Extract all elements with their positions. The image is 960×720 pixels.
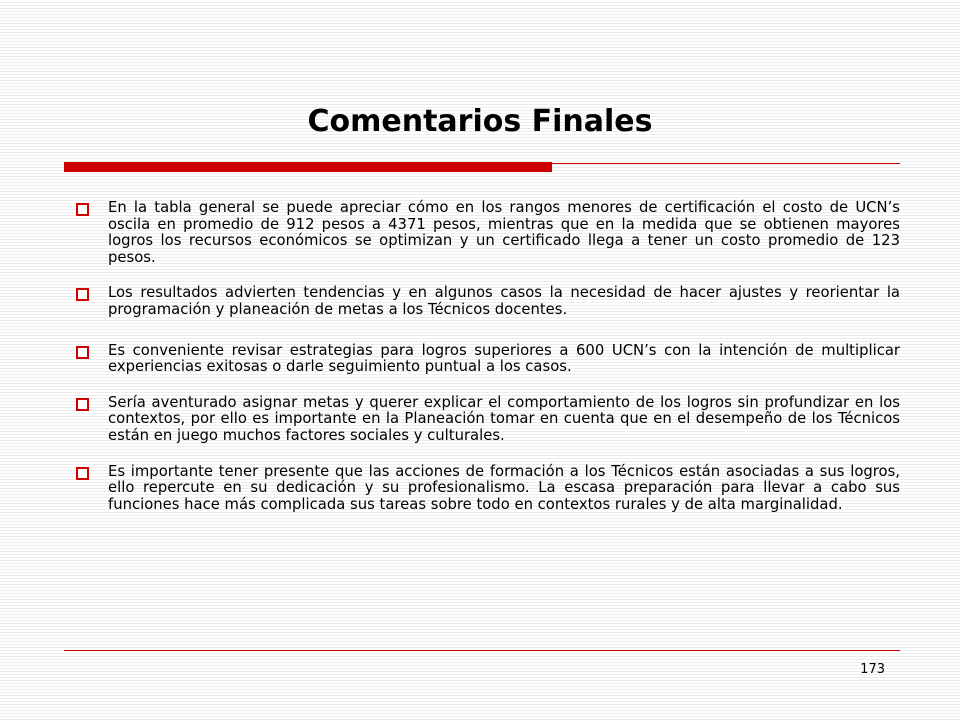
bullet-item [64,395,900,445]
slide-title: Comentarios Finales [307,104,653,140]
bullet-item [64,464,900,514]
bullet-text: Los resultados advierten tendencias y en algunos casos la necesidad de hacer ajustes y reorientar la programación y planeación de metas a los Técnicos docentes. [108,284,900,318]
page-number: 173 [860,662,885,677]
hollow-square-icon [76,467,89,480]
bullet-list [64,200,900,532]
hollow-square-icon [76,346,89,359]
hollow-square-icon [76,398,89,411]
footer-divider [64,650,900,651]
bullet-item [64,343,900,376]
bullet-item [64,285,900,318]
hollow-square-icon [76,203,89,216]
bullet-text: Es conveniente revisar estrategias para logros superiores a 600 UCN’s con la intención de multiplicar experiencias exitosas o darle seguimiento puntual a los casos. [108,341,900,376]
bullet-text: En la tabla general se puede apreciar cómo en los rangos menores de certificación el costo de UCN’s oscila en promedio de 912 pesos a 4371 pesos, mientras que en la medida que se obtienen mayores logros los recursos económicos se optimizan y un certificado llega a tener un costo promedio de 123 pesos. [108,199,900,266]
bullet-text: Sería aventurado asignar metas y querer explicar el comportamiento de los logros sin profundizar en los contextos, por ello es importante en la Planeación tomar en cuenta que en el desempeño de los Técnicos están en juego muchos factores sociales y culturales. [108,393,900,444]
hollow-square-icon [76,288,89,301]
bullet-text: Es importante tener presente que las acciones de formación a los Técnicos están asociadas a sus logros, ello repercute en su dedicación y su profesionalismo. La escasa preparación para llevar a cabo sus funciones hace más complicada sus tareas sobre todo en contextos rurales y de alta marginalidad. [108,462,900,513]
title-divider-thick [64,162,552,172]
bullet-item [64,200,900,266]
